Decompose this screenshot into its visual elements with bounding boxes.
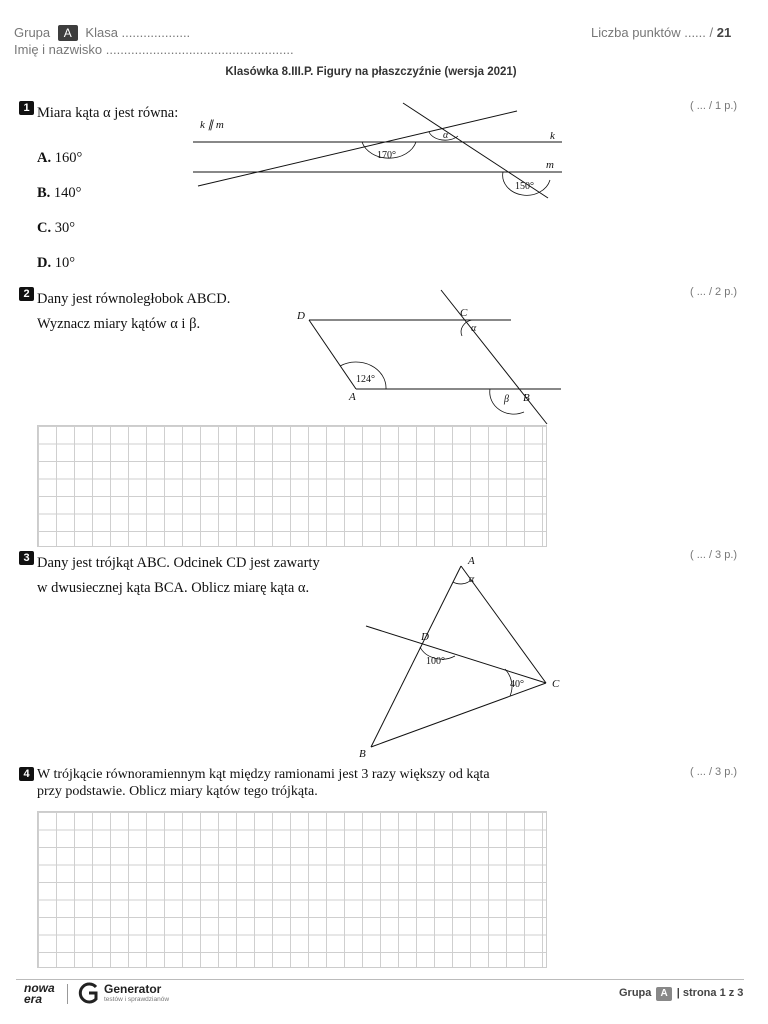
label-alpha: α [443, 130, 449, 141]
label-b: B [523, 392, 530, 404]
label-a: A [468, 555, 475, 567]
footer-divider [16, 979, 744, 980]
page-title: Klasówka 8.III.P. Figury na płaszczyźnie (wersja 2021) [225, 66, 517, 78]
points-total: 21 [716, 25, 732, 40]
option-letter: B. [37, 185, 51, 201]
footer-group-label: Grupa [619, 987, 652, 999]
label-c: C [552, 678, 560, 690]
question-3-points: ( ... / 3 p.) [690, 549, 738, 561]
option-value: 10° [54, 255, 76, 271]
question-number-1: 1 [19, 101, 34, 115]
figure-parallel-lines [190, 98, 570, 200]
question-number-4: 4 [19, 767, 34, 781]
label-k: k [550, 130, 555, 142]
option-letter: A. [37, 150, 52, 166]
generator-logo-icon [77, 981, 101, 1005]
question-number-3: 3 [19, 551, 34, 565]
label-40: 40° [510, 679, 524, 690]
label-170: 170° [377, 150, 396, 161]
label-d: D [421, 631, 429, 643]
option-a[interactable] [37, 150, 82, 167]
label-124: 124° [356, 374, 375, 385]
option-value: 160° [54, 150, 83, 166]
name-field: Imię i nazwisko .................................................... [14, 42, 294, 57]
label-100: 100° [426, 656, 445, 667]
group-label: Grupa [14, 25, 51, 40]
question-4-text-line1: W trójkącie równoramiennym kąt między ramionami jest 3 razy większy od kąta [37, 767, 490, 782]
label-beta: β [504, 394, 509, 405]
header-group [14, 25, 190, 41]
option-value: 140° [53, 185, 82, 201]
label-m: m [546, 159, 554, 171]
question-4-text-line2: przy podstawie. Oblicz miary kątów tego trójkąta. [37, 784, 318, 799]
side-ab [371, 566, 461, 747]
option-letter: C. [37, 220, 52, 236]
option-c[interactable] [37, 220, 75, 237]
label-alpha: α [471, 323, 477, 334]
transversal-1 [198, 111, 517, 186]
question-2-text-line1: Dany jest równoległobok ABCD. [37, 291, 231, 307]
side-ad [309, 320, 356, 389]
label-k-parallel-m: k ∥ m [200, 119, 224, 131]
points-summary [591, 25, 731, 40]
question-2-text-line2: Wyznacz miary kątów α i β. [37, 316, 201, 332]
question-3-text-line2: w dwusiecznej kąta BCA. Oblicz miarę kąta α. [37, 580, 310, 596]
option-letter: D. [37, 255, 52, 271]
generator-subtitle: testów i sprawdzianów [104, 996, 170, 1003]
footer-page-info [619, 987, 743, 1001]
class-field: Klasa ................... [85, 25, 191, 40]
question-3-text-line1: Dany jest trójkąt ABC. Odcinek CD jest zawarty [37, 555, 320, 571]
option-b[interactable] [37, 185, 81, 202]
logo-text-2: era [24, 992, 43, 1006]
footer-group-badge: A [656, 987, 671, 1001]
footer-page-number: | strona 1 z 3 [676, 987, 744, 999]
label-150: 150° [515, 181, 534, 192]
question-4-points: ( ... / 3 p.) [690, 766, 738, 778]
question-2-points: ( ... / 2 p.) [690, 286, 738, 298]
bisector-cd [366, 626, 546, 683]
question-number-2: 2 [19, 287, 34, 301]
label-alpha: α [469, 574, 475, 585]
answer-grid-2[interactable] [37, 425, 547, 547]
figure-triangle [355, 550, 570, 762]
logo-separator [67, 984, 68, 1004]
line-cb-extended [441, 290, 547, 424]
option-value: 30° [54, 220, 76, 236]
question-1-text: Miara kąta α jest równa: [37, 105, 179, 121]
label-b: B [359, 748, 366, 760]
option-d[interactable] [37, 255, 75, 272]
generator-title: Generator [104, 982, 162, 996]
nowa-era-logo [24, 983, 62, 1005]
logo-text-1: nowa [24, 981, 55, 995]
answer-grid-4[interactable] [37, 811, 547, 968]
figure-parallelogram [293, 288, 568, 426]
question-1-points: ( ... / 1 p.) [690, 100, 738, 112]
label-c: C [460, 307, 468, 319]
label-d: D [297, 310, 305, 322]
points-label: Liczba punktów ...... / [591, 25, 714, 40]
group-badge: A [58, 25, 78, 41]
side-bc [371, 683, 546, 747]
label-a: A [349, 391, 356, 403]
